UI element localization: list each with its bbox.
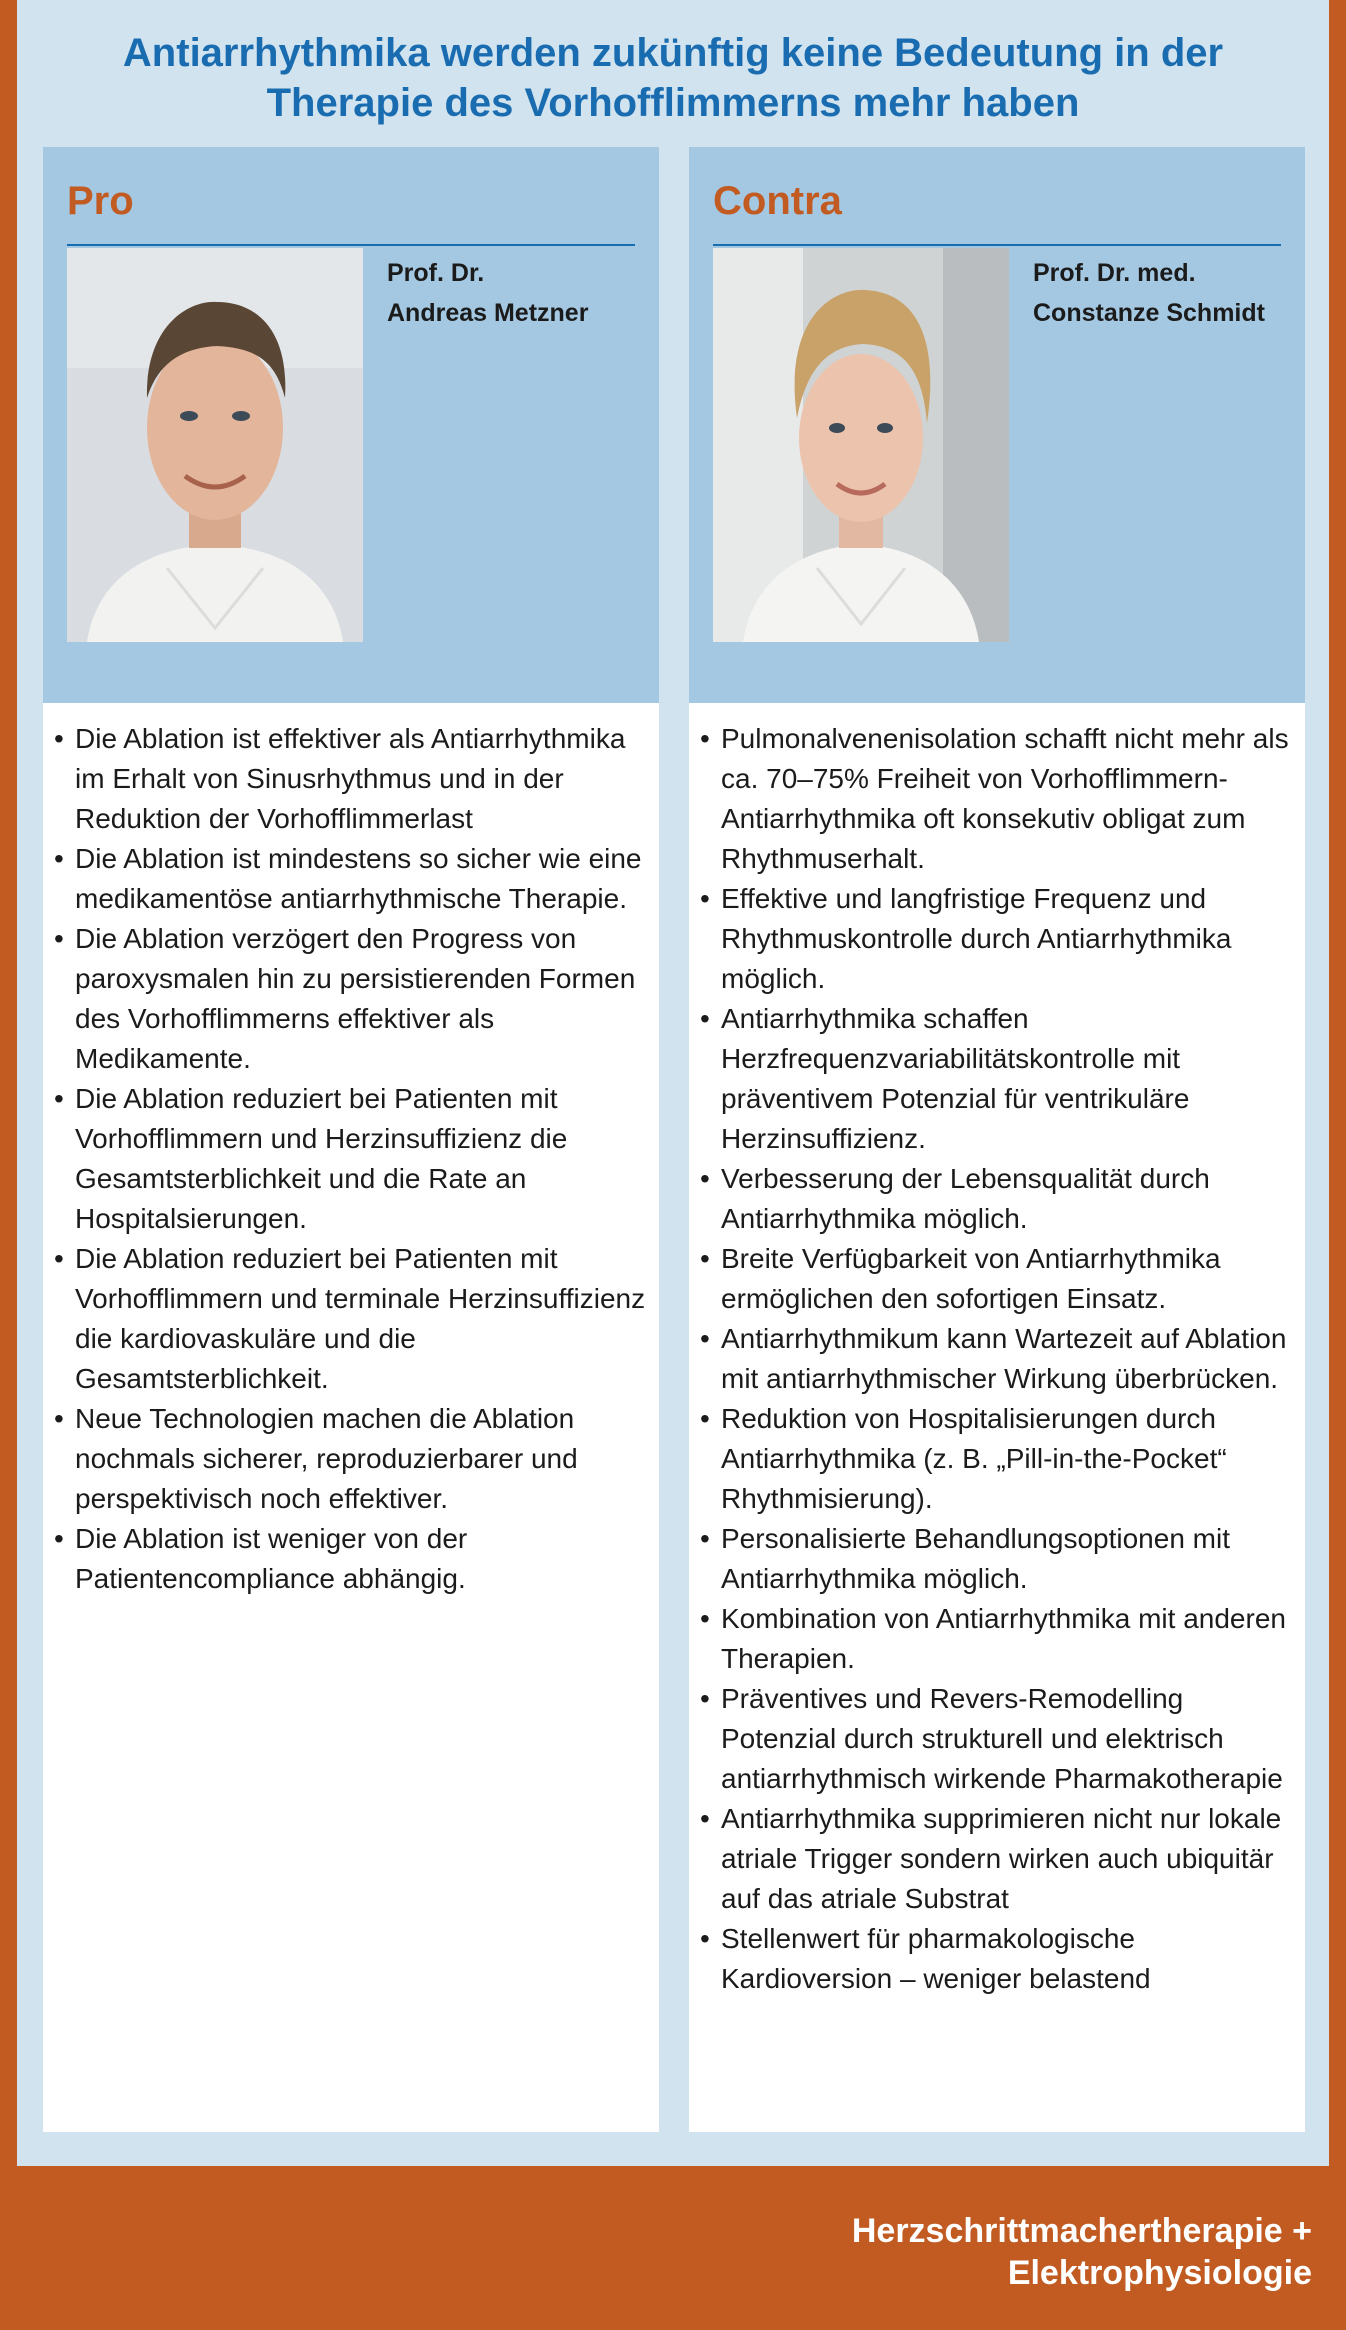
pro-argument: • Neue Technologien machen die Ablation nochmals sicherer, reproduzierbarer und perspektivisch noch effektiver. xyxy=(43,1399,659,1519)
pro-argument: • Die Ablation ist mindestens so sicher wie eine medikamentöse antiarrhythmische Therapie. xyxy=(43,839,659,919)
contra-argument: • Breite Verfügbarkeit von Antiarrhythmika ermöglichen den sofortigen Einsatz. xyxy=(689,1239,1305,1319)
author-name-contra-line-2: Constanze Schmidt xyxy=(1033,299,1265,327)
author-photo-pro xyxy=(67,248,363,642)
title-line-1: Antiarrhythmika werden zukünftig keine Bedeutung in der xyxy=(122,31,1224,75)
journal-name-line-1: Herzschrittmachertherapie + xyxy=(851,2212,1312,2250)
contra-argument: • Präventives und Revers-Remodelling Potenzial durch strukturell und elektrisch antiarrhythmisch wirkende Pharmakotherapie xyxy=(689,1679,1305,1799)
contra-argument: • Antiarrhythmikum kann Wartezeit auf Ablation mit antiarrhythmischer Wirkung überbrücken. xyxy=(689,1319,1305,1399)
pro-header xyxy=(43,147,659,703)
article-box xyxy=(17,0,1329,2166)
contra-divider xyxy=(713,244,1281,246)
author-name-contra-line-1: Prof. Dr. med. xyxy=(1033,259,1196,287)
journal-name-line-2: Elektrophysiologie xyxy=(1007,2254,1312,2292)
contra-argument: • Stellenwert für pharmakologische Kardioversion – weniger belastend xyxy=(689,1919,1305,1999)
pro-arguments-list xyxy=(43,719,659,1599)
contra-argument: • Kombination von Antiarrhythmika mit anderen Therapien. xyxy=(689,1599,1305,1679)
contra-argument: • Effektive und langfristige Frequenz und Rhythmuskontrolle durch Antiarrhythmika möglich. xyxy=(689,879,1305,999)
journal-name xyxy=(0,2210,1312,2294)
pro-argument: • Die Ablation reduziert bei Patienten mit Vorhofflimmern und terminale Herzinsuffizienz die kardiovaskuläre und die Gesamtsterblichkeit. xyxy=(43,1239,659,1399)
contra-argument: • Verbesserung der Lebensqualität durch Antiarrhythmika möglich. xyxy=(689,1159,1305,1239)
pro-argument: • Die Ablation ist effektiver als Antiarrhythmika im Erhalt von Sinusrhythmus und in der Reduktion der Vorhofflimmerlast xyxy=(43,719,659,839)
pro-column xyxy=(43,147,659,2132)
contra-argument: • Antiarrhythmika schaffen Herzfrequenzvariabilitätskontrolle mit präventivem Potenzial für ventrikuläre Herzinsuffizienz. xyxy=(689,999,1305,1159)
author-name-pro xyxy=(387,253,588,333)
contra-argument: • Antiarrhythmika supprimieren nicht nur lokale atriale Trigger sondern wirken auch ubiquitär auf das atriale Substrat xyxy=(689,1799,1305,1919)
contra-arguments-list xyxy=(689,719,1305,1999)
pro-argument: • Die Ablation verzögert den Progress von paroxysmalen hin zu persistierenden Formen des Vorhofflimmerns effektiver als Medikamente. xyxy=(43,919,659,1079)
contra-header xyxy=(689,147,1305,703)
author-name-pro-line-2: Andreas Metzner xyxy=(387,299,589,327)
title-line-2: Therapie des Vorhofflimmerns mehr haben xyxy=(266,81,1080,125)
contra-argument: • Personalisierte Behandlungsoptionen mit Antiarrhythmika möglich. xyxy=(689,1519,1305,1599)
pro-argument: • Die Ablation ist weniger von der Patientencompliance abhängig. xyxy=(43,1519,659,1599)
author-photo-contra xyxy=(713,248,1009,642)
author-name-contra xyxy=(1033,253,1265,333)
pro-argument: • Die Ablation reduziert bei Patienten mit Vorhofflimmern und Herzinsuffizienz die Gesamtsterblichkeit und die Rate an Hospitalsierungen. xyxy=(43,1079,659,1239)
contra-argument: • Reduktion von Hospitalisierungen durch Antiarrhythmika (z. B. „Pill-in-the-Pocket“ Rhythmisierung). xyxy=(689,1399,1305,1519)
contra-column xyxy=(689,147,1305,2132)
pro-divider xyxy=(67,244,635,246)
contra-label: Contra xyxy=(713,179,842,223)
contra-argument: • Pulmonalvenenisolation schafft nicht mehr als ca. 70–75% Freiheit von Vorhofflimmern- Antiarrhythmika oft konsekutiv obligat zum Rhythmuserhalt. xyxy=(689,719,1305,879)
article-title xyxy=(17,28,1329,128)
pro-label: Pro xyxy=(67,179,134,223)
author-name-pro-line-1: Prof. Dr. xyxy=(387,259,485,287)
